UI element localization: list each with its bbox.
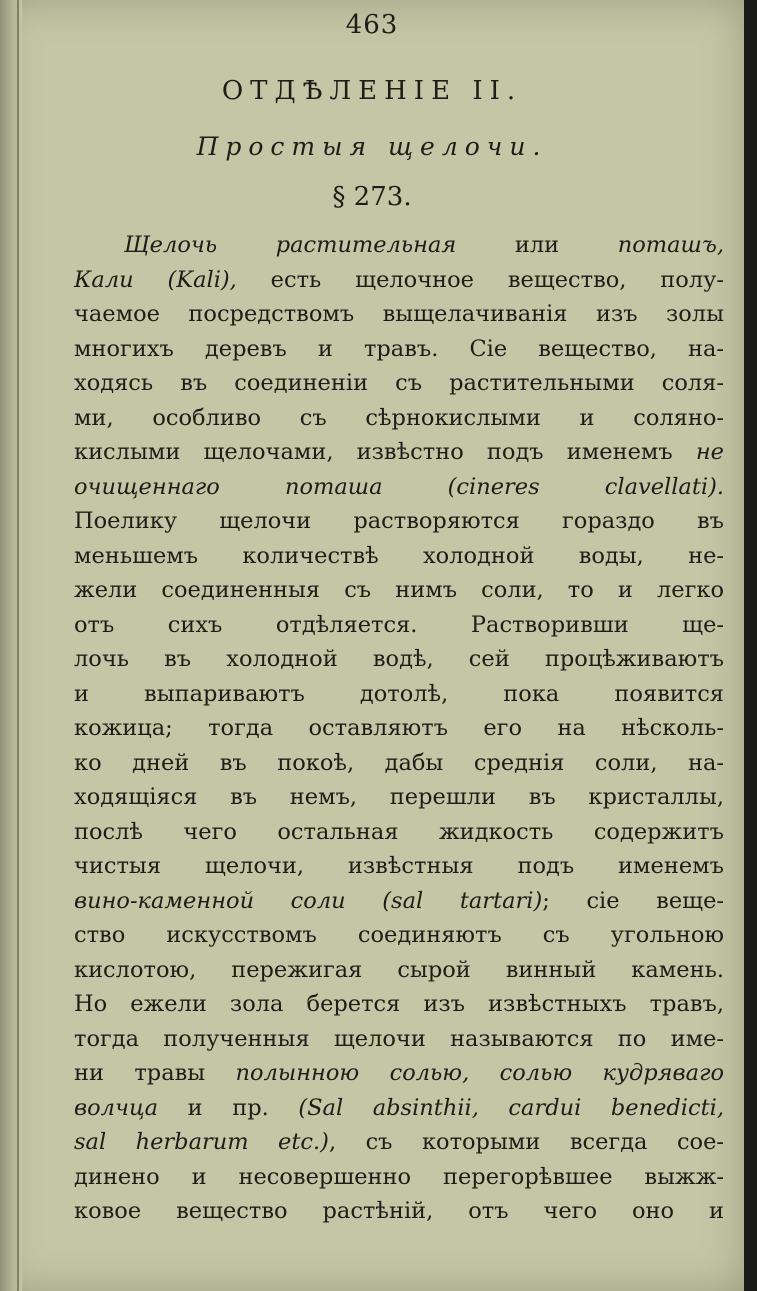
italic-text-segment: волчца [74, 1094, 159, 1121]
text-line [74, 435, 724, 470]
text-line [74, 539, 724, 574]
italic-text-segment: Щелочь растительная [124, 232, 457, 258]
text-line [74, 263, 724, 298]
text-line [74, 573, 724, 608]
section-subtitle: Простыя щелочи. [196, 132, 548, 161]
text-segment: ство искусствомъ соединяютъ съ угольною [74, 922, 724, 948]
text-line [74, 228, 724, 263]
text-line [74, 470, 724, 505]
text-line [74, 1022, 724, 1057]
text-segment: или [456, 232, 618, 258]
text-segment: ми, особливо съ сѣрнокислыми и соляно- [74, 404, 724, 431]
text-segment: многихъ деревъ и травъ. Сіе вещество, на- [74, 335, 724, 362]
text-segment: чаемое посредствомъ выщелачиванія изъ золы [74, 301, 724, 327]
text-line [74, 884, 724, 919]
text-line [74, 504, 724, 539]
italic-text-segment: (Sal absinthii, cardui benedicti, [298, 1094, 724, 1121]
text-line [74, 1160, 724, 1195]
text-segment: есть щелочное вещество, полу- [236, 266, 724, 293]
text-line [74, 987, 724, 1022]
text-segment: ни травы [74, 1060, 236, 1086]
italic-text-segment: полынною солью, солью кудряваго [235, 1060, 724, 1086]
text-segment: ко дней въ покоѣ, дабы среднія соли, на- [74, 749, 724, 776]
text-segment: Поелику щелочи растворяются гораздо въ [74, 508, 724, 534]
text-line [74, 1125, 724, 1160]
text-line [74, 711, 724, 746]
text-segment: и выпариваютъ дотолѣ, пока появится [74, 680, 724, 707]
text-segment: чистыя щелочи, извѣстныя подъ именемъ [74, 853, 724, 879]
text-line [74, 1056, 724, 1091]
text-segment: динено и несовершенно перегорѣвшее выжж- [74, 1163, 724, 1190]
italic-text-segment: вино-каменной соли (sal tartari) [74, 887, 543, 914]
text-segment: послѣ чего остальная жидкость содержитъ [74, 818, 724, 845]
text-line [74, 401, 724, 436]
section-title: ОТДѢЛЕНІЕ II. [221, 76, 523, 106]
text-line [74, 332, 724, 367]
text-segment: и пр. [158, 1094, 299, 1121]
text-segment: ковое вещество растѣній, отъ чего оно и [74, 1198, 724, 1224]
text-segment: отъ сихъ отдѣляется. Растворивши ще- [74, 611, 724, 638]
italic-text-segment: не [695, 439, 724, 465]
text-line [74, 677, 724, 712]
text-segment: кислыми щелочами, извѣстно подъ именемъ [74, 439, 696, 465]
text-segment: ходясь въ соединеніи съ растительными соля- [74, 370, 724, 396]
body-text [74, 228, 724, 1229]
page-number: 463 [345, 10, 399, 40]
paragraph-number: § 273. [332, 182, 412, 212]
text-segment: ходящіяся въ немъ, перешли въ кристаллы, [74, 784, 724, 810]
text-segment: тогда полученныя щелочи называются по име- [74, 1025, 724, 1052]
text-line [74, 1194, 724, 1229]
text-line [74, 1091, 724, 1126]
text-line [74, 366, 724, 401]
text-segment: Но ежели зола берется изъ извѣстныхъ травъ, [74, 991, 724, 1017]
text-segment: ; сіе веще- [542, 887, 724, 914]
italic-text-segment: очищеннаго поташа (cineres clavellati). [74, 473, 724, 500]
text-line [74, 953, 724, 988]
text-segment: , съ которыми всегда сое- [328, 1129, 725, 1155]
text-line [74, 608, 724, 643]
italic-text-segment: поташъ, [617, 232, 724, 258]
text-line [74, 815, 724, 850]
text-segment: жели соединенныя съ нимъ соли, то и легко [74, 577, 724, 603]
text-line [74, 918, 724, 953]
text-segment: кислотою, пережигая сырой винный камень. [74, 956, 724, 983]
text-segment: меньшемъ количествѣ холодной воды, не- [74, 542, 724, 569]
text-line [74, 297, 724, 332]
text-segment: кожица; тогда оставляютъ его на нѣсколь- [74, 715, 724, 741]
text-line [74, 780, 724, 815]
italic-text-segment: Кали (Kali), [74, 266, 237, 293]
text-line [74, 849, 724, 884]
text-line [74, 746, 724, 781]
italic-text-segment: sal herbarum etc.) [74, 1129, 329, 1155]
text-line [74, 642, 724, 677]
text-segment: лочь въ холодной водѣ, сей процѣживаютъ [74, 646, 724, 672]
